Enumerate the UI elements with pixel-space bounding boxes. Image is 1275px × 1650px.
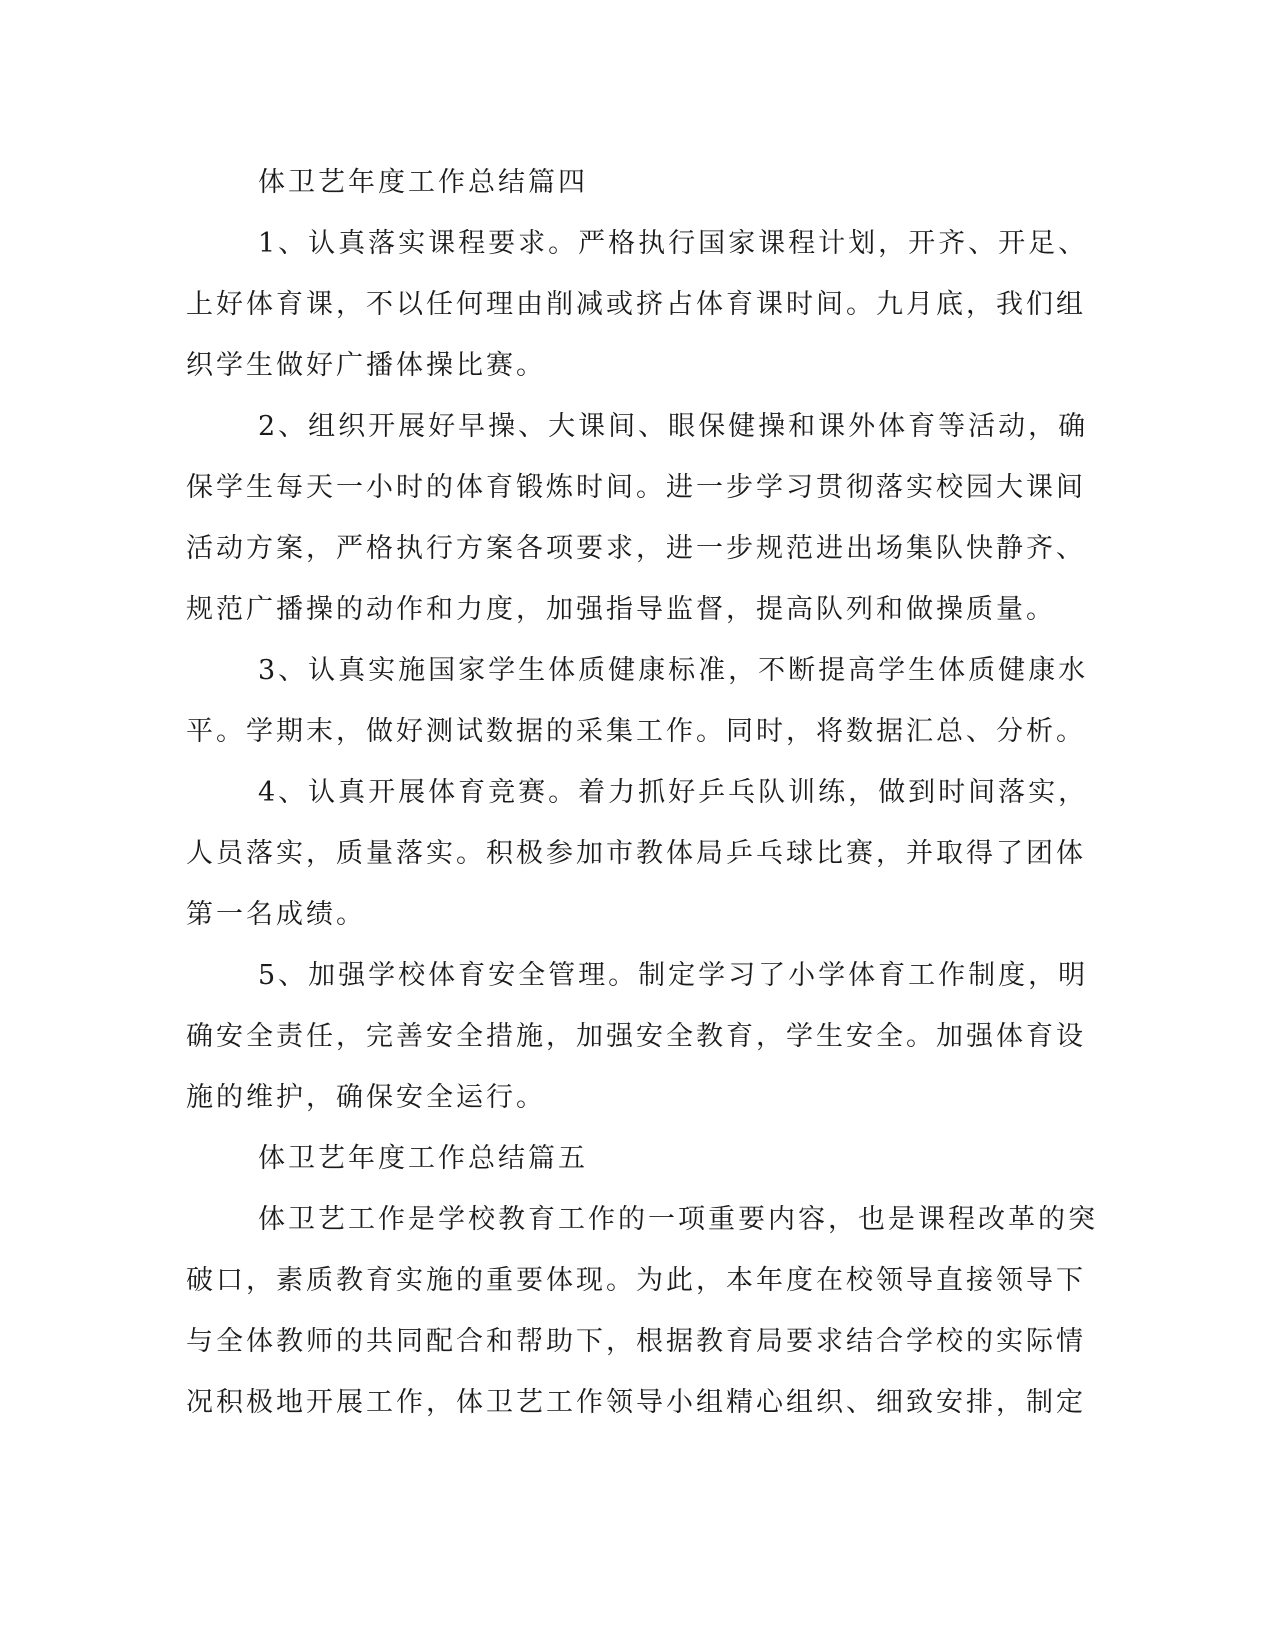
text-line: 5、加强学校体育安全管理。制定学习了小学体育工作制度，明 bbox=[258, 960, 1089, 991]
text-line: 破口，素质教育实施的重要体现。为此，本年度在校领导直接领导下 bbox=[186, 1265, 1086, 1296]
text-line: 确安全责任，完善安全措施，加强安全教育，学生安全。加强体育设 bbox=[186, 1021, 1086, 1052]
text-line: 4、认真开展体育竞赛。着力抓好乒乓队训练，做到时间落实， bbox=[258, 777, 1089, 808]
text-line: 活动方案，严格执行方案各项要求，进一步规范进出场集队快静齐、 bbox=[186, 533, 1086, 564]
text-line: 体卫艺工作是学校教育工作的一项重要内容，也是课程改革的突 bbox=[258, 1204, 1098, 1235]
text-line: 人员落实，质量落实。积极参加市教体局乒乓球比赛，并取得了团体 bbox=[186, 838, 1086, 869]
text-line: 上好体育课，不以任何理由削减或挤占体育课时间。九月底，我们组 bbox=[186, 289, 1086, 320]
text-line: 织学生做好广播体操比赛。 bbox=[186, 350, 546, 381]
document-page bbox=[186, 152, 1098, 1433]
section-heading-4: 体卫艺年度工作总结篇四 bbox=[258, 167, 588, 198]
section-heading-5: 体卫艺年度工作总结篇五 bbox=[258, 1143, 588, 1174]
text-line: 规范广播操的动作和力度，加强指导监督，提高队列和做操质量。 bbox=[186, 594, 1056, 625]
text-line: 3、认真实施国家学生体质健康标准，不断提高学生体质健康水 bbox=[258, 655, 1089, 686]
text-line: 平。学期末，做好测试数据的采集工作。同时，将数据汇总、分析。 bbox=[186, 716, 1086, 747]
text-line: 与全体教师的共同配合和帮助下，根据教育局要求结合学校的实际情 bbox=[186, 1326, 1086, 1357]
text-line: 第一名成绩。 bbox=[186, 899, 366, 930]
text-line: 况积极地开展工作，体卫艺工作领导小组精心组织、细致安排，制定 bbox=[186, 1387, 1086, 1418]
text-line: 1、认真落实课程要求。严格执行国家课程计划，开齐、开足、 bbox=[258, 228, 1089, 259]
text-line: 2、组织开展好早操、大课间、眼保健操和课外体育等活动，确 bbox=[258, 411, 1089, 442]
text-line: 施的维护，确保安全运行。 bbox=[186, 1082, 546, 1113]
text-line: 保学生每天一小时的体育锻炼时间。进一步学习贯彻落实校园大课间 bbox=[186, 472, 1086, 503]
